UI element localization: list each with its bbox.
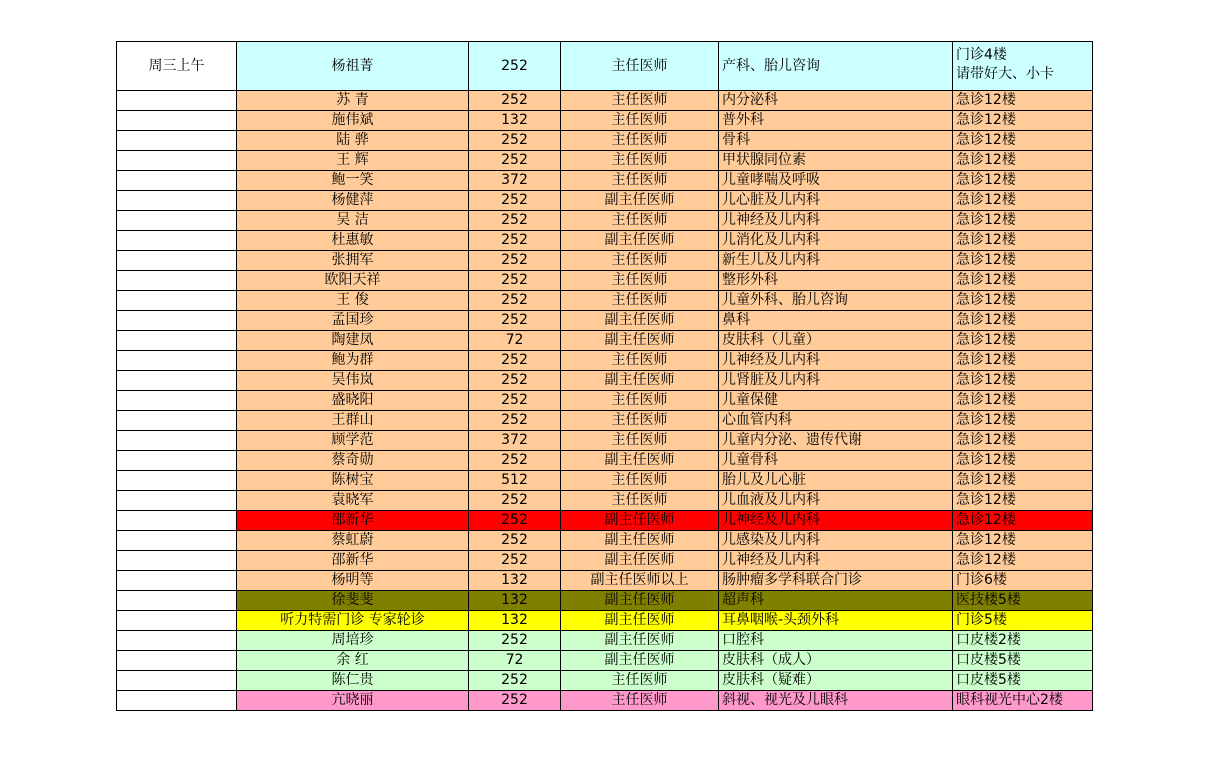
location-cell: 门诊6楼 (953, 571, 1093, 591)
location-cell: 急诊12楼 (953, 311, 1093, 331)
doctor-title-cell: 主任医师 (561, 271, 719, 291)
doctor-name-cell: 顾学范 (237, 431, 469, 451)
session-cell (117, 191, 237, 211)
specialty-cell: 胎儿及儿心脏 (719, 471, 953, 491)
location-cell: 门诊5楼 (953, 611, 1093, 631)
session-cell (117, 491, 237, 511)
specialty-cell: 儿肾脏及儿内科 (719, 371, 953, 391)
doctor-name-cell: 吴伟岚 (237, 371, 469, 391)
location-cell: 门诊4楼 请带好大、小卡 (953, 42, 1093, 91)
doctor-title-cell: 副主任医师 (561, 531, 719, 551)
session-cell (117, 111, 237, 131)
doctor-name-cell: 杨健萍 (237, 191, 469, 211)
doctor-name-cell: 鲍一笑 (237, 171, 469, 191)
location-cell: 急诊12楼 (953, 331, 1093, 351)
doctor-name-cell: 杜惠敏 (237, 231, 469, 251)
fee-cell: 72 (469, 651, 561, 671)
fee-cell: 72 (469, 331, 561, 351)
specialty-cell: 儿心脏及儿内科 (719, 191, 953, 211)
schedule-table (116, 41, 1093, 711)
table-row (117, 111, 1093, 131)
fee-cell: 132 (469, 611, 561, 631)
location-cell: 急诊12楼 (953, 131, 1093, 151)
fee-cell: 252 (469, 691, 561, 711)
specialty-cell: 口腔科 (719, 631, 953, 651)
doctor-title-cell: 主任医师 (561, 411, 719, 431)
location-cell: 急诊12楼 (953, 511, 1093, 531)
location-cell: 急诊12楼 (953, 411, 1093, 431)
doctor-title-cell: 副主任医师 (561, 311, 719, 331)
specialty-cell: 整形外科 (719, 271, 953, 291)
location-cell: 医技楼5楼 (953, 591, 1093, 611)
table-row (117, 251, 1093, 271)
fee-cell: 252 (469, 211, 561, 231)
doctor-title-cell: 主任医师 (561, 291, 719, 311)
doctor-name-cell: 邵新华 (237, 511, 469, 531)
session-cell (117, 291, 237, 311)
table-row (117, 331, 1093, 351)
specialty-cell: 产科、胎儿咨询 (719, 42, 953, 91)
doctor-name-cell: 徐斐斐 (237, 591, 469, 611)
table-row (117, 511, 1093, 531)
table-row (117, 451, 1093, 471)
table-row (117, 571, 1093, 591)
doctor-title-cell: 主任医师 (561, 691, 719, 711)
doctor-title-cell: 副主任医师 (561, 231, 719, 251)
location-cell: 口皮楼5楼 (953, 671, 1093, 691)
session-cell (117, 611, 237, 631)
session-cell (117, 91, 237, 111)
table-row (117, 191, 1093, 211)
doctor-title-cell: 副主任医师 (561, 631, 719, 651)
doctor-title-cell: 主任医师 (561, 171, 719, 191)
table-row (117, 211, 1093, 231)
fee-cell: 252 (469, 511, 561, 531)
doctor-name-cell: 鲍为群 (237, 351, 469, 371)
table-row (117, 42, 1093, 91)
specialty-cell: 骨科 (719, 131, 953, 151)
session-cell (117, 151, 237, 171)
session-cell (117, 391, 237, 411)
location-cell: 急诊12楼 (953, 491, 1093, 511)
schedule-body (117, 42, 1093, 711)
doctor-title-cell: 副主任医师 (561, 451, 719, 471)
specialty-cell: 肠肿瘤多学科联合门诊 (719, 571, 953, 591)
doctor-title-cell: 主任医师 (561, 151, 719, 171)
fee-cell: 252 (469, 311, 561, 331)
doctor-name-cell: 袁晓军 (237, 491, 469, 511)
doctor-title-cell: 主任医师 (561, 211, 719, 231)
table-row (117, 531, 1093, 551)
doctor-name-cell: 施伟斌 (237, 111, 469, 131)
session-cell (117, 471, 237, 491)
location-cell: 眼科视光中心2楼 (953, 691, 1093, 711)
doctor-title-cell: 主任医师 (561, 391, 719, 411)
doctor-name-cell: 吴 洁 (237, 211, 469, 231)
location-cell: 急诊12楼 (953, 371, 1093, 391)
table-row (117, 151, 1093, 171)
table-row (117, 611, 1093, 631)
session-cell (117, 591, 237, 611)
specialty-cell: 儿神经及儿内科 (719, 211, 953, 231)
session-cell: 周三上午 (117, 42, 237, 91)
doctor-name-cell: 蔡虹蔚 (237, 531, 469, 551)
fee-cell: 252 (469, 631, 561, 651)
table-row (117, 91, 1093, 111)
location-cell: 急诊12楼 (953, 351, 1093, 371)
doctor-name-cell: 邵新华 (237, 551, 469, 571)
location-cell: 急诊12楼 (953, 191, 1093, 211)
location-cell: 急诊12楼 (953, 151, 1093, 171)
doctor-title-cell: 主任医师 (561, 431, 719, 451)
location-cell: 口皮楼5楼 (953, 651, 1093, 671)
doctor-title-cell: 副主任医师 (561, 551, 719, 571)
table-row (117, 171, 1093, 191)
specialty-cell: 皮肤科（成人） (719, 651, 953, 671)
doctor-name-cell: 杨祖菁 (237, 42, 469, 91)
location-cell: 急诊12楼 (953, 431, 1093, 451)
table-row (117, 291, 1093, 311)
table-row (117, 691, 1093, 711)
specialty-cell: 皮肤科（疑难） (719, 671, 953, 691)
specialty-cell: 心血管内科 (719, 411, 953, 431)
doctor-name-cell: 王 辉 (237, 151, 469, 171)
doctor-title-cell: 主任医师 (561, 111, 719, 131)
specialty-cell: 鼻科 (719, 311, 953, 331)
location-cell: 急诊12楼 (953, 111, 1093, 131)
table-row (117, 351, 1093, 371)
fee-cell: 512 (469, 471, 561, 491)
location-cell: 急诊12楼 (953, 211, 1093, 231)
table-row (117, 371, 1093, 391)
doctor-name-cell: 蔡奇勋 (237, 451, 469, 471)
doctor-title-cell: 主任医师 (561, 471, 719, 491)
specialty-cell: 儿童保健 (719, 391, 953, 411)
table-row (117, 391, 1093, 411)
doctor-name-cell: 周培珍 (237, 631, 469, 651)
session-cell (117, 131, 237, 151)
table-row (117, 671, 1093, 691)
fee-cell: 252 (469, 291, 561, 311)
doctor-title-cell: 副主任医师 (561, 371, 719, 391)
doctor-title-cell: 主任医师 (561, 91, 719, 111)
location-cell: 急诊12楼 (953, 391, 1093, 411)
doctor-title-cell: 主任医师 (561, 491, 719, 511)
doctor-title-cell: 副主任医师 (561, 651, 719, 671)
fee-cell: 252 (469, 271, 561, 291)
location-cell: 急诊12楼 (953, 251, 1093, 271)
session-cell (117, 251, 237, 271)
table-row (117, 631, 1093, 651)
doctor-title-cell: 副主任医师 (561, 511, 719, 531)
specialty-cell: 儿感染及儿内科 (719, 531, 953, 551)
location-cell: 急诊12楼 (953, 91, 1093, 111)
specialty-cell: 儿童内分泌、遗传代谢 (719, 431, 953, 451)
doctor-name-cell: 王 俊 (237, 291, 469, 311)
fee-cell: 372 (469, 431, 561, 451)
session-cell (117, 371, 237, 391)
fee-cell: 252 (469, 371, 561, 391)
session-cell (117, 551, 237, 571)
specialty-cell: 儿消化及儿内科 (719, 231, 953, 251)
fee-cell: 252 (469, 191, 561, 211)
doctor-title-cell: 主任医师 (561, 351, 719, 371)
specialty-cell: 耳鼻咽喉-头颈外科 (719, 611, 953, 631)
session-cell (117, 411, 237, 431)
table-row (117, 231, 1093, 251)
table-row (117, 431, 1093, 451)
table-row (117, 651, 1093, 671)
doctor-name-cell: 杨明等 (237, 571, 469, 591)
doctor-title-cell: 副主任医师 (561, 611, 719, 631)
fee-cell: 372 (469, 171, 561, 191)
fee-cell: 252 (469, 351, 561, 371)
specialty-cell: 新生儿及儿内科 (719, 251, 953, 271)
specialty-cell: 儿童骨科 (719, 451, 953, 471)
location-cell: 急诊12楼 (953, 231, 1093, 251)
location-cell: 急诊12楼 (953, 171, 1093, 191)
doctor-title-cell: 主任医师 (561, 131, 719, 151)
doctor-name-cell: 陈树宝 (237, 471, 469, 491)
table-row (117, 411, 1093, 431)
doctor-name-cell: 盛晓阳 (237, 391, 469, 411)
doctor-title-cell: 主任医师 (561, 42, 719, 91)
fee-cell: 252 (469, 131, 561, 151)
doctor-name-cell: 听力特需门诊 专家轮诊 (237, 611, 469, 631)
session-cell (117, 331, 237, 351)
table-row (117, 131, 1093, 151)
specialty-cell: 儿神经及儿内科 (719, 551, 953, 571)
doctor-title-cell: 副主任医师 (561, 191, 719, 211)
session-cell (117, 511, 237, 531)
table-row (117, 491, 1093, 511)
table-row (117, 311, 1093, 331)
doctor-name-cell: 余 红 (237, 651, 469, 671)
doctor-name-cell: 王群山 (237, 411, 469, 431)
session-cell (117, 231, 237, 251)
specialty-cell: 儿童哮喘及呼吸 (719, 171, 953, 191)
specialty-cell: 皮肤科（儿童） (719, 331, 953, 351)
specialty-cell: 内分泌科 (719, 91, 953, 111)
session-cell (117, 671, 237, 691)
fee-cell: 252 (469, 531, 561, 551)
session-cell (117, 691, 237, 711)
specialty-cell: 儿神经及儿内科 (719, 351, 953, 371)
session-cell (117, 431, 237, 451)
doctor-name-cell: 陶建凤 (237, 331, 469, 351)
fee-cell: 252 (469, 391, 561, 411)
table-row (117, 591, 1093, 611)
specialty-cell: 儿神经及儿内科 (719, 511, 953, 531)
doctor-name-cell: 张拥军 (237, 251, 469, 271)
doctor-title-cell: 副主任医师 (561, 331, 719, 351)
location-cell: 急诊12楼 (953, 451, 1093, 471)
location-cell: 急诊12楼 (953, 471, 1093, 491)
doctor-name-cell: 孟国珍 (237, 311, 469, 331)
location-cell: 急诊12楼 (953, 271, 1093, 291)
session-cell (117, 451, 237, 471)
fee-cell: 252 (469, 151, 561, 171)
session-cell (117, 531, 237, 551)
fee-cell: 252 (469, 231, 561, 251)
fee-cell: 132 (469, 111, 561, 131)
fee-cell: 252 (469, 42, 561, 91)
location-cell: 急诊12楼 (953, 291, 1093, 311)
session-cell (117, 211, 237, 231)
session-cell (117, 631, 237, 651)
fee-cell: 252 (469, 91, 561, 111)
specialty-cell: 超声科 (719, 591, 953, 611)
session-cell (117, 311, 237, 331)
fee-cell: 252 (469, 411, 561, 431)
doctor-name-cell: 陆 骅 (237, 131, 469, 151)
doctor-name-cell: 苏 青 (237, 91, 469, 111)
table-row (117, 471, 1093, 491)
fee-cell: 252 (469, 551, 561, 571)
specialty-cell: 甲状腺同位素 (719, 151, 953, 171)
doctor-name-cell: 陈仁贵 (237, 671, 469, 691)
specialty-cell: 儿童外科、胎儿咨询 (719, 291, 953, 311)
doctor-name-cell: 欧阳天祥 (237, 271, 469, 291)
specialty-cell: 普外科 (719, 111, 953, 131)
fee-cell: 252 (469, 491, 561, 511)
fee-cell: 252 (469, 251, 561, 271)
table-row (117, 271, 1093, 291)
doctor-title-cell: 副主任医师以上 (561, 571, 719, 591)
doctor-title-cell: 主任医师 (561, 671, 719, 691)
doctor-title-cell: 主任医师 (561, 251, 719, 271)
fee-cell: 252 (469, 671, 561, 691)
doctor-title-cell: 副主任医师 (561, 591, 719, 611)
fee-cell: 132 (469, 571, 561, 591)
session-cell (117, 651, 237, 671)
location-cell: 口皮楼2楼 (953, 631, 1093, 651)
session-cell (117, 171, 237, 191)
session-cell (117, 571, 237, 591)
specialty-cell: 斜视、视光及儿眼科 (719, 691, 953, 711)
table-row (117, 551, 1093, 571)
session-cell (117, 271, 237, 291)
fee-cell: 132 (469, 591, 561, 611)
session-cell (117, 351, 237, 371)
fee-cell: 252 (469, 451, 561, 471)
specialty-cell: 儿血液及儿内科 (719, 491, 953, 511)
doctor-name-cell: 亢晓丽 (237, 691, 469, 711)
location-cell: 急诊12楼 (953, 531, 1093, 551)
location-cell: 急诊12楼 (953, 551, 1093, 571)
